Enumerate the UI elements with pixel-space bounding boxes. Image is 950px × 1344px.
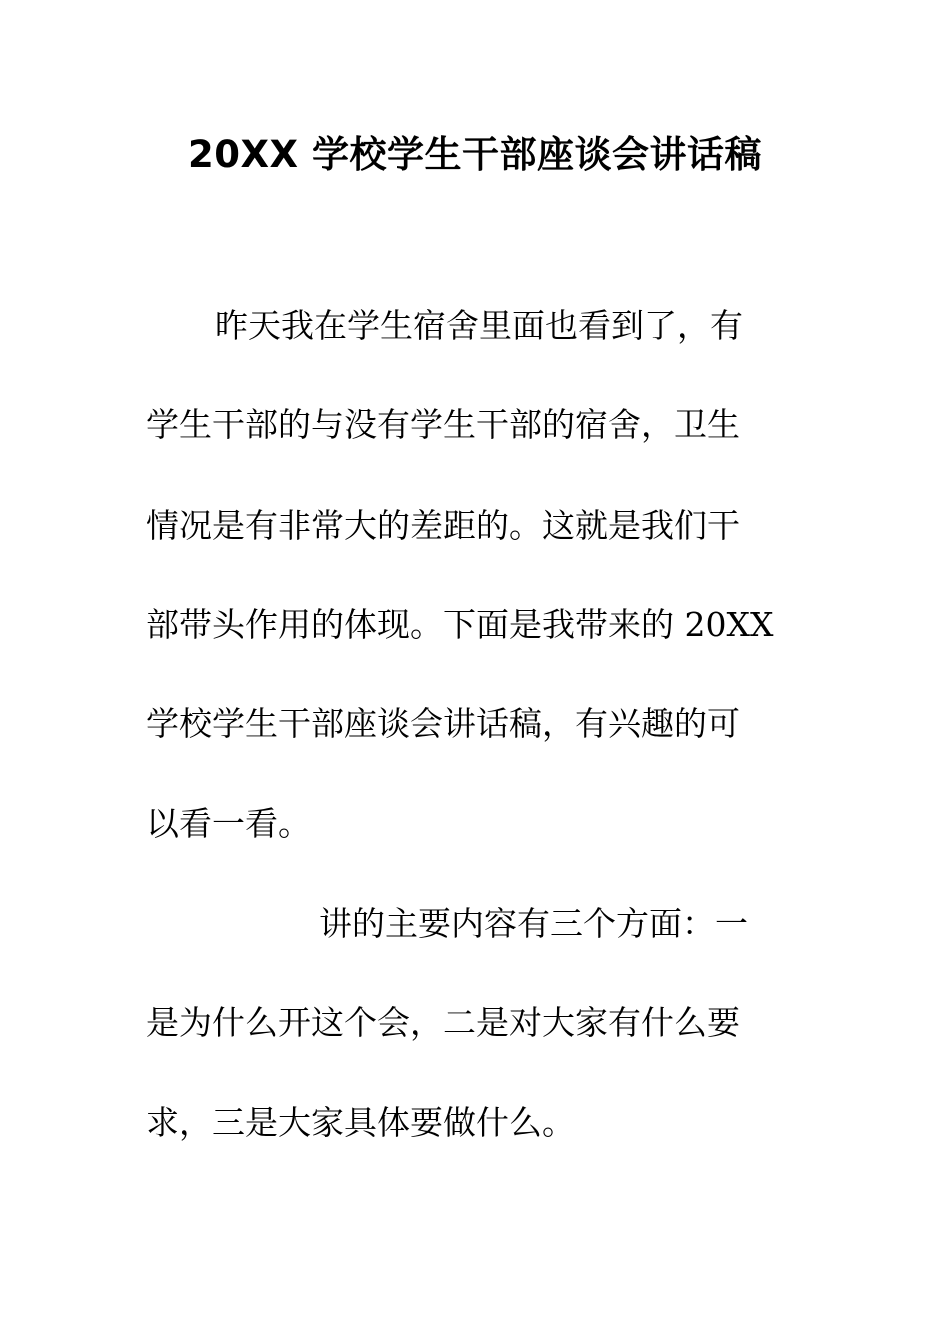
document-title: 20XX 学校学生干部座谈会讲话稿: [188, 133, 762, 176]
paragraph-line: 讲的主要内容有三个方面：一: [319, 904, 748, 943]
paragraph-line: 是为什么开这个会，二是对大家有什么要: [146, 1003, 740, 1042]
paragraph-line: 学校学生干部座谈会讲话稿，有兴趣的可: [146, 704, 740, 743]
paragraph-line: 学生干部的与没有学生干部的宿舍，卫生: [146, 405, 740, 444]
paragraph-line: 情况是有非常大的差距的。这就是我们干: [146, 506, 740, 545]
paragraph-line: 以看一看。: [146, 804, 311, 843]
paragraph-line: 昨天我在学生宿舍里面也看到了，有: [215, 306, 743, 345]
paragraph-line: 部带头作用的体现。下面是我带来的 20XX: [146, 605, 774, 644]
paragraph-line: 求，三是大家具体要做什么。: [146, 1103, 575, 1142]
